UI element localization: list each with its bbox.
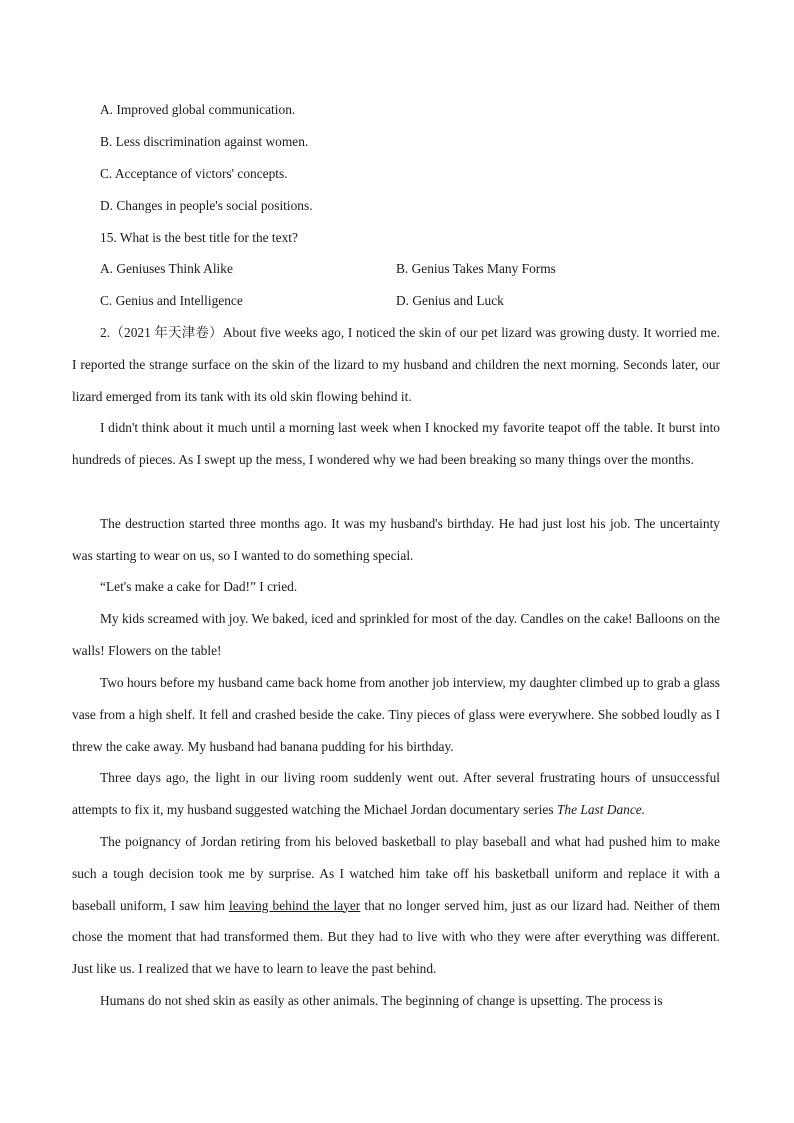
q14-option-b: B. Less discrimination against women.	[100, 134, 309, 149]
passage-paragraph-6: Two hours before my husband came back home from another job interview, my daughter climbed up to grab a glass vase from a high shelf. It fell and crashed beside the cake. Tiny pieces of glass were everywhere. She sobbed loudly as I threw the cake away. My husband had banana pudding for his birthday.	[72, 675, 720, 754]
q15-option-b: B. Genius Takes Many Forms	[396, 261, 556, 276]
passage-paragraph-7	[72, 762, 720, 826]
underlined-phrase: leaving behind the layer	[228, 897, 361, 913]
passage-paragraph-4: “Let's make a cake for Dad!” I cried.	[100, 579, 298, 594]
paragraph-7-text: Three days ago, the light in our living room suddenly went out. After several frustrating hours of unsuccessful attempts to fix it, my husband suggested watching the Michael Jordan documentary series	[72, 770, 720, 817]
paragraph-8-text-end: that no longer served him, just as our lizard had. Neither of them chose the moment that had transformed them. But they had to live with who they were after everything was different. Just like us. I realized that we have to learn to leave the past behind.	[72, 897, 721, 977]
q15-option-c: C. Genius and Intelligence	[100, 293, 243, 308]
passage-paragraph-1: 2.（2021 年天津卷）About five weeks ago, I noticed the skin of our pet lizard was growing dusty. It worried me. I reported the strange surface on the skin of the lizard to my husband and children the next morning. Seconds later, our lizard emerged from its tank with its old skin flowing behind it.	[72, 325, 720, 404]
passage-paragraph-3: The destruction started three months ago. It was my husband's birthday. He had just lost his job. The uncertainty was starting to wear on us, so I wanted to do something special.	[72, 516, 720, 563]
q14-option-d: D. Changes in people's social positions.	[100, 198, 313, 213]
q14-option-c: C. Acceptance of victors' concepts.	[100, 166, 288, 181]
passage-paragraph-2: I didn't think about it much until a morning last week when I knocked my favorite teapot off the table. It burst into hundreds of pieces. As I swept up the mess, I wondered why we had been breaking so many things over the months.	[72, 420, 720, 467]
q15-option-d: D. Genius and Luck	[396, 293, 504, 308]
q15-question: 15. What is the best title for the text?	[100, 230, 298, 245]
passage-paragraph-5: My kids screamed with joy. We baked, iced and sprinkled for most of the day. Candles on the cake! Balloons on the walls! Flowers on the table!	[72, 611, 720, 658]
q15-option-a: A. Geniuses Think Alike	[100, 261, 233, 276]
documentary-title: The Last Dance.	[556, 801, 646, 817]
passage-paragraph-9: Humans do not shed skin as easily as other animals. The beginning of change is upsetting. The process is	[100, 993, 663, 1008]
passage-paragraph-8	[72, 826, 720, 985]
q14-option-a: A. Improved global communication.	[100, 102, 296, 117]
paragraph-8-text-start: The poignancy of Jordan retiring from his beloved basketball to play baseball and what had pushed him to make such a tough decision took me by surprise. As I watched him take off his basketball uniform and replace it with a baseball uniform, I saw him	[72, 834, 720, 913]
